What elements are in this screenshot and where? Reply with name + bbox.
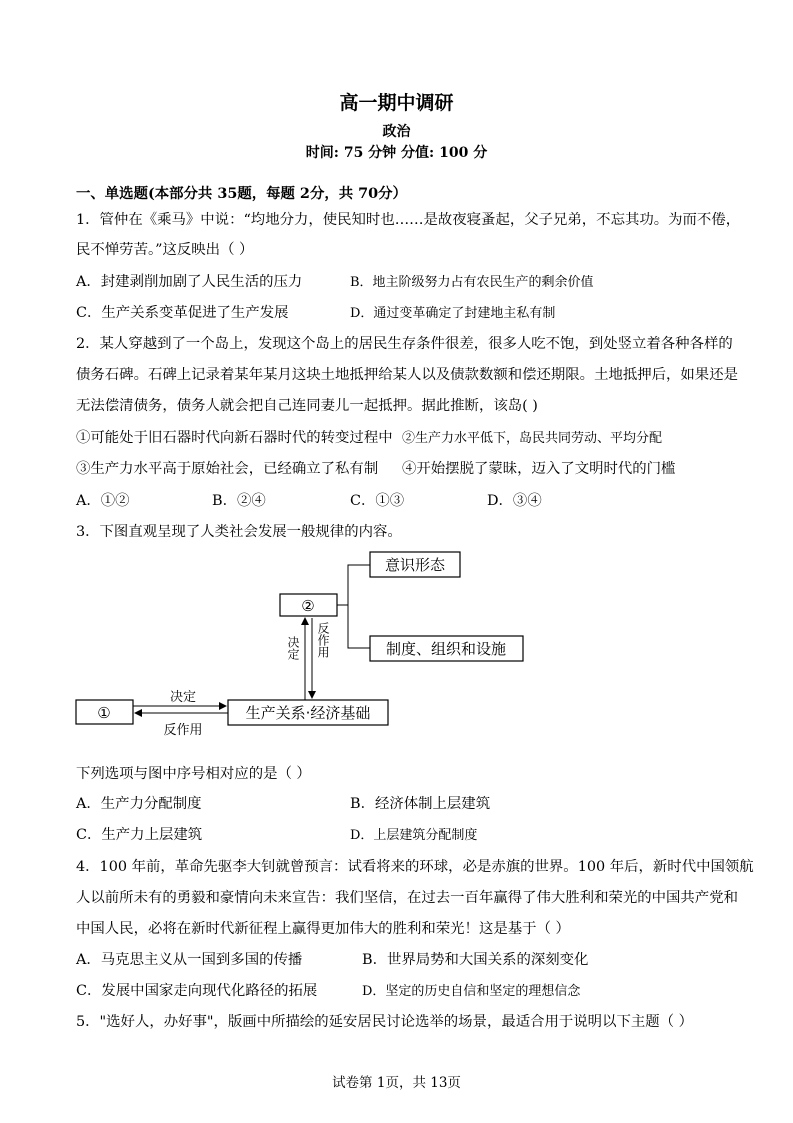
q5-stem-line1: 5．"选好人，办好事"，版画中所描绘的延安居民讨论选举的场景，最适合用于说明以下主题（ ）: [76, 1014, 693, 1030]
q2-option-a: A．①②: [76, 493, 130, 509]
q1-option-a: A．封建剥削加剧了人民生活的压力: [76, 274, 303, 290]
section-heading: 一、单选题(本部分共 35题，每题 2分，共 70分）: [76, 185, 407, 202]
q1-stem-line1: 1．管仲在《乘马》中说：“均地分力，使民知时也……是故夜寝蚤起，父子兄弟，不忘其功。为而不倦，: [76, 212, 741, 228]
q1-option-d: D．通过变革确定了封建地主私有制: [350, 306, 556, 321]
q3-option-b: B．经济体制上层建筑: [350, 796, 491, 812]
q2-option-c: C．①③: [350, 493, 405, 509]
decide-horizontal-label: 决定: [169, 690, 197, 705]
q2-statement-1: ①可能处于旧石器时代向新石器时代的转变过程中: [76, 430, 393, 446]
q1-stem-line2: 民不惮劳苦。”这反映出（ ）: [76, 242, 254, 258]
react-vertical-label: 反作用: [316, 622, 330, 658]
q3-prompt: 下列选项与图中序号相对应的是（ ）: [76, 766, 311, 782]
q4-stem-line3: 中国人民，必将在新时代新征程上赢得更加伟大的胜利和荣光！这是基于（ ）: [76, 921, 570, 937]
exam-title: 高一期中调研: [339, 92, 454, 114]
ideology-label: 意识形态: [384, 556, 446, 574]
q3-option-a: A．生产力分配制度: [76, 796, 202, 812]
react-horizontal-label: 反作用: [163, 723, 203, 738]
page-footer: 试卷第 1页，共 13页: [332, 1075, 461, 1091]
q4-option-a: A．马克思主义从一国到多国的传播: [76, 952, 303, 968]
q2-option-d: D．③④: [487, 493, 542, 509]
q1-option-c: C．生产关系变革促进了生产发展: [76, 305, 289, 321]
q4-stem-line2: 人以前所未有的勇毅和豪情向未来宣告：我们坚信，在过去一百年赢得了伟大胜利和荣光的中国共产党和: [76, 890, 738, 906]
q4-stem-line1: 4．100 年前，革命先驱李大钊就曾预言：试看将来的环球，必是赤旗的世界。100 年后，新时代中国领航: [76, 859, 754, 875]
q2-statement-4: ④开始摆脱了蒙昧，迈入了文明时代的门槛: [402, 461, 676, 477]
q3-option-c: C．生产力上层建筑: [76, 827, 203, 843]
economic-base-label: 生产关系·经济基础: [245, 704, 371, 722]
q4-option-d: D．坚定的历史自信和坚定的理想信念: [362, 984, 581, 999]
exam-subject: 政治: [382, 124, 411, 140]
q2-stem-line1: 2．某人穿越到了一个岛上，发现这个岛上的居民生存条件很差，很多人吃不饱，到处竖立着各种各样的: [76, 336, 733, 352]
q2-statement-2: ②生产力水平低下，岛民共同劳动、平均分配: [402, 431, 663, 446]
productive-forces-number: ①: [97, 704, 111, 722]
institutions-label: 制度、组织和设施: [385, 640, 507, 658]
q2-option-b: B．②④: [212, 493, 266, 509]
q1-option-b: B．地主阶级努力占有农民生产的剩余价值: [350, 275, 594, 290]
q3-diagram: [0, 540, 793, 755]
q4-option-c: C．发展中国家走向现代化路径的拓展: [76, 983, 318, 999]
decide-vertical-label: 决定: [286, 636, 300, 660]
superstructure-number: ②: [301, 597, 315, 615]
exam-meta: 时间: 75 分钟 分值: 100 分: [305, 145, 488, 161]
q4-option-b: B．世界局势和大国关系的深刻变化: [362, 952, 589, 968]
bracket-connector: [337, 565, 370, 648]
q2-stem-line3: 无法偿清债务，债务人就会把自己连同妻儿一起抵押。据此推断，该岛( ): [76, 398, 538, 414]
q3-option-d: D．上层建筑分配制度: [350, 828, 478, 843]
q2-stem-line2: 债务石碑。石碑上记录着某年某月这块土地抵押给某人以及债款数额和偿还期限。土地抵押后，如果还是: [76, 367, 738, 383]
q3-stem-line1: 3．下图直观呈现了人类社会发展一般规律的内容。: [76, 524, 402, 540]
q2-statement-3: ③生产力水平高于原始社会，已经确立了私有制: [76, 461, 379, 477]
